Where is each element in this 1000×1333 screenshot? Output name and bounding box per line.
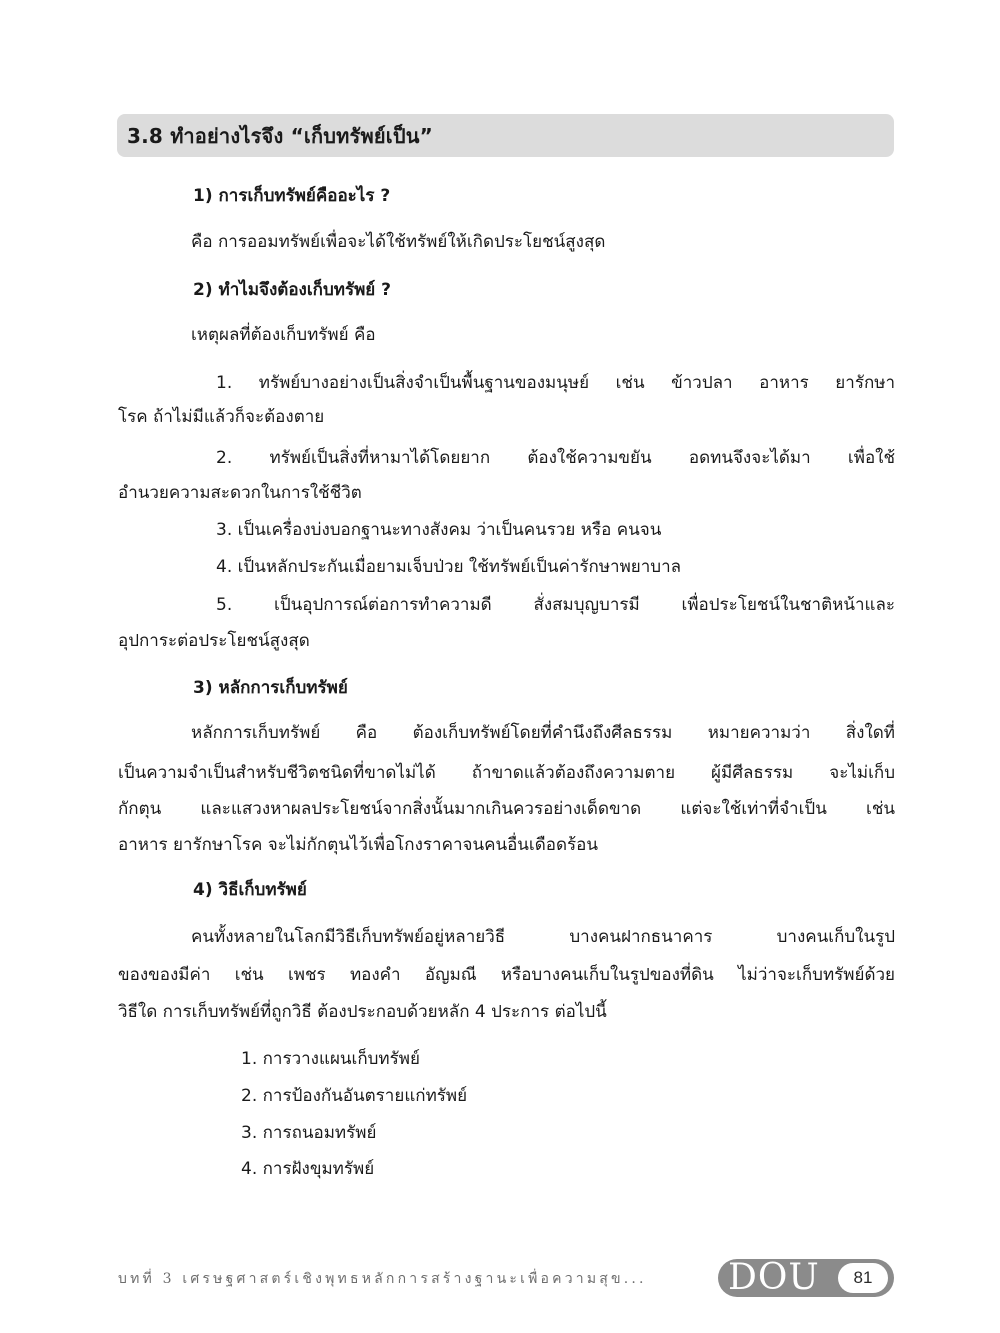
q1-heading: 1) การเก็บทรัพย์คืออะไร ? bbox=[193, 186, 391, 206]
page-number: 81 bbox=[838, 1263, 888, 1293]
q2-intro: เหตุผลที่ต้องเก็บทรัพย์ คือ bbox=[191, 325, 376, 345]
q2-item3: 3. เป็นเครื่องบ่งบอกฐานะทางสังคม ว่าเป็นคนรวย หรือ คนจน bbox=[216, 520, 662, 540]
q2-item5-line2: อุปการะต่อประโยชน์สูงสุด bbox=[118, 631, 310, 651]
q4-para-line3: วิธีใด การเก็บทรัพย์ที่ถูกวิธี ต้องประกอบด้วยหลัก 4 ประการ ต่อไปนี้ bbox=[118, 1002, 607, 1022]
q4-para-line2: ของของมีค่า เช่น เพชร ทองคำ อัญมณี หรือบางคนเก็บในรูปของที่ดิน ไม่ว่าจะเก็บทรัพย์ด้วย bbox=[118, 965, 895, 985]
q4-heading: 4) วิธีเก็บทรัพย์ bbox=[193, 880, 307, 900]
section-header bbox=[117, 114, 894, 157]
q2-item1-line1: 1. ทรัพย์บางอย่างเป็นสิ่งจำเป็นพื้นฐานของมนุษย์ เช่น ข้าวปลา อาหาร ยารักษา bbox=[216, 373, 895, 393]
q3-heading: 3) หลักการเก็บทรัพย์ bbox=[193, 678, 348, 698]
q4-list-item: 1. การวางแผนเก็บทรัพย์ bbox=[241, 1049, 420, 1069]
q3-para-line4: อาหาร ยารักษาโรค จะไม่กักตุนไว้เพื่อโกงราคาจนคนอื่นเดือดร้อน bbox=[118, 835, 598, 855]
q4-list-item: 3. การถนอมทรัพย์ bbox=[241, 1123, 377, 1143]
dou-logo: DOU bbox=[728, 1257, 820, 1298]
q2-heading: 2) ทำไมจึงต้องเก็บทรัพย์ ? bbox=[193, 280, 392, 300]
q3-para-line3: กักตุน และแสวงหาผลประโยชน์จากสิ่งนั้นมากเกินควรอย่างเด็ดขาด แต่จะใช้เท่าที่จำเป็น เช่น bbox=[118, 799, 895, 819]
footer-chapter-title: บทที่ 3 เศรษฐศาสตร์เชิงพุทธหลักการสร้างฐานะเพื่อความสุข... bbox=[118, 1271, 647, 1287]
q2-item4: 4. เป็นหลักประกันเมื่อยามเจ็บป่วย ใช้ทรัพย์เป็นค่ารักษาพยาบาล bbox=[216, 557, 682, 577]
q3-para-line1: หลักการเก็บทรัพย์ คือ ต้องเก็บทรัพย์โดยที่คำนึงถึงศีลธรรม หมายความว่า สิ่งใดที่ bbox=[191, 723, 895, 743]
q4-list-item: 2. การป้องกันอันตรายแก่ทรัพย์ bbox=[241, 1086, 468, 1106]
q1-answer: คือ การออมทรัพย์เพื่อจะได้ใช้ทรัพย์ให้เกิดประโยชน์สูงสุด bbox=[191, 232, 606, 252]
q2-item1-line2: โรค ถ้าไม่มีแล้วก็จะต้องตาย bbox=[118, 407, 325, 427]
q4-para-line1: คนทั้งหลายในโลกมีวิธีเก็บทรัพย์อยู่หลายวิธี บางคนฝากธนาคาร บางคนเก็บในรูป bbox=[191, 927, 895, 947]
q3-para-line2: เป็นความจำเป็นสำหรับชีวิตชนิดที่ขาดไม่ได้ ถ้าขาดแล้วต้องถึงความตาย ผู้มีศีลธรรม จะไม่เก็บ bbox=[118, 763, 895, 783]
q2-item5-line1: 5. เป็นอุปการณ์ต่อการทำความดี สั่งสมบุญบารมี เพื่อประโยชน์ในชาติหน้าและ bbox=[216, 595, 895, 615]
q4-list-item: 4. การฝังขุมทรัพย์ bbox=[241, 1159, 375, 1179]
q2-item2-line1: 2. ทรัพย์เป็นสิ่งที่หามาได้โดยยาก ต้องใช้ความขยัน อดทนจึงจะได้มา เพื่อใช้ bbox=[216, 448, 895, 468]
q2-item2-line2: อำนวยความสะดวกในการใช้ชีวิต bbox=[118, 483, 362, 503]
footer-badge bbox=[718, 1259, 894, 1297]
section-title: 3.8 ทำอย่างไรจึง “เก็บทรัพย์เป็น” bbox=[127, 123, 433, 148]
page-footer bbox=[118, 1259, 894, 1297]
